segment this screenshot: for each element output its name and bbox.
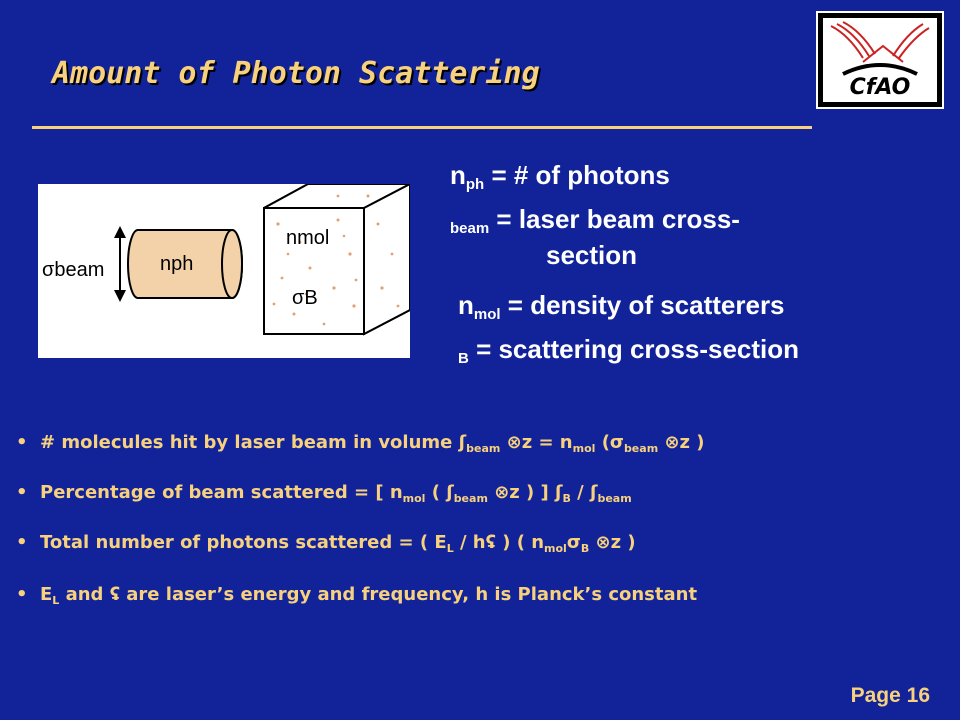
n-mol-label: nmol (286, 227, 330, 249)
definition-n-ph: $n_{ph}$ = # of photons (450, 160, 670, 193)
scattering-diagram (38, 184, 410, 358)
slide-title: Amount of Photon Scattering (52, 56, 540, 91)
logo-graphic (823, 18, 937, 102)
sigma-b-label: σB (292, 287, 318, 309)
definition-sigma-beam: $_{beam}$ = laser beam cross- (450, 204, 740, 237)
title-underline (32, 126, 812, 129)
definition-sigma-b: $_B$ = scattering cross-section (458, 334, 800, 367)
bullet-item: • # molecules hit by laser beam in volume ʃ$_{beam}$ ⊗z = $n_{mol}$ ($\sigma_{beam}$ ⊗z ) (16, 432, 705, 455)
bullet-item: • Total number of photons scattered = ( $E_L$ / hʢ ) ( $n_{mol}\sigma_B$ ⊗z ) (16, 532, 636, 555)
logo-text: CfAO (849, 75, 911, 100)
bullet-item: • $E_L$ and ʢ are laser’s energy and frequency, h is Planck’s constant (16, 584, 698, 607)
cfao-logo (816, 11, 944, 109)
bullet-item: • Percentage of beam scattered = [ $n_{mol}$ ( ʃ$_{beam}$ ⊗z ) ] ʃ$_B$ / ʃ$_{beam}$ (16, 482, 632, 505)
definition-sigma-beam-cont: section (546, 240, 638, 270)
n-ph-label: nph (160, 253, 194, 275)
page-number: Page 16 (850, 684, 930, 707)
definition-n-mol: $n_{mol}$ = density of scatterers (458, 290, 785, 323)
sigma-beam-label: σbeam (42, 259, 105, 281)
